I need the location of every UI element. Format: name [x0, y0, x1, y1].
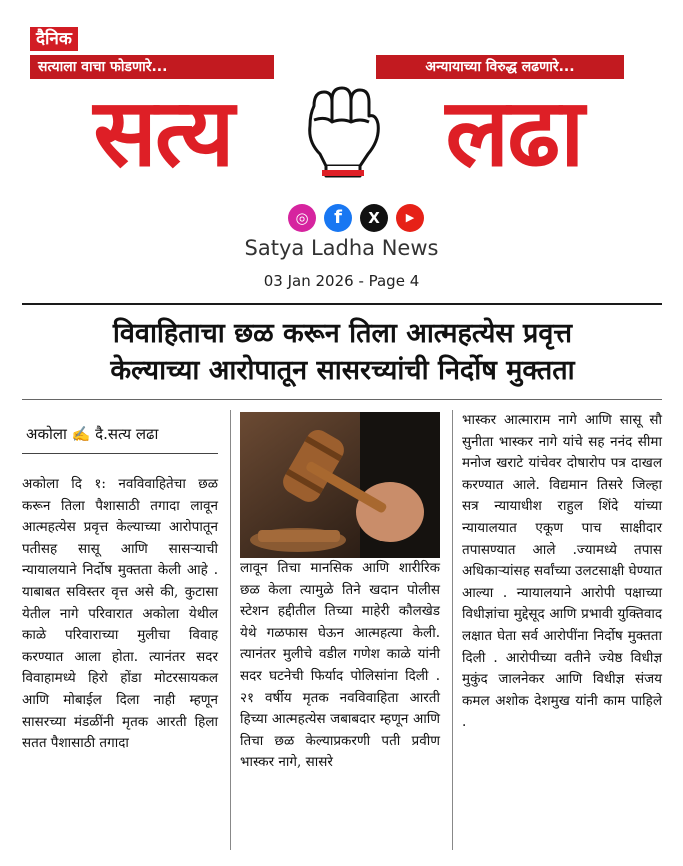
- facebook-icon[interactable]: f: [324, 204, 352, 232]
- article-column-3: भास्कर आत्माराम नागे आणि सासू सौ सुनीता भास्कर नागे यांचे सह ननंद सीमा मनोज खराटे यांचेवर दोषारोप पत्र दाखल करण्यात आले. विद्यमान तिसरे जिल्हा सत्र न्यायाधीश राहुल शिंदे यांच्या न्यायालयात एकूण पाच साक्षीदार तपासण्यात आले .ज्यामध्ये तपास अधिकाऱ्यांसह सर्वांच्या उलटसाक्षी घेण्यात आल्या . न्यायालयाने आरोपी पक्षाच्या विधीज्ञांचा मुद्देसूद आणि प्रभावी युक्तिवाद लक्षात घेता सर्व आरोपींना निर्दोष मुक्तता दिली . आरोपीच्या वतीने ज्येष्ठ विधीज्ञ मुकुंद जालनेकर आणि विधीज्ञ संजय कमल अशोक देशमुख यांनी काम पाहिले .: [462, 412, 663, 731]
- column-divider-2: [452, 410, 453, 850]
- headline-line-2: केल्याच्या आरोपातून सासरच्यांची निर्दोष मुक्तता: [110, 355, 575, 386]
- brand-name: Satya Ladha News: [244, 236, 439, 260]
- masthead-title-left: सत्य: [93, 79, 233, 188]
- article-headline: [15, 315, 670, 389]
- instagram-icon[interactable]: ◎: [288, 204, 316, 232]
- byline-rule: [22, 453, 218, 454]
- article-column-2: लावून तिचा मानसिक आणि शारीरिक छळ केला त्यामुळे तिने खदान पोलीस स्टेशन हद्दीतील तिच्या माहेरी कौलखेड येथे गळफास घेऊन आत्महत्या केली. त्यानंतर मुलीचे वडील गणेश काळे यांनी सदर घटनेची फिर्याद पोलिसांना दिली . २१ वर्षीय मृतक नवविवाहिता आरती हिच्या आत्महत्येस जबाबदार म्हणून आणि तिचा छळ केल्याप्रकरणी पती प्रवीण भास्कर नागे, सासरे: [240, 560, 440, 771]
- column-divider-1: [230, 410, 231, 850]
- dainik-label: दैनिक: [30, 27, 78, 51]
- gavel-illustration: [240, 412, 440, 558]
- masthead-title-right: लढा: [445, 79, 583, 188]
- byline: अकोला ✍ दै.सत्य लढा: [26, 425, 159, 443]
- gavel-photo: [240, 412, 440, 558]
- headline-divider: [22, 399, 662, 400]
- top-divider: [22, 303, 662, 305]
- x-icon[interactable]: X: [360, 204, 388, 232]
- youtube-icon[interactable]: ▶: [396, 204, 424, 232]
- article-column-1: अकोला दि १: नवविवाहितेचा छळ करून तिला पैशासाठी तगादा लावून आत्महत्येस प्रवृत्त केल्याच्या आरोपातून पतीसह सासू आणि सासऱ्याची न्यायालयाने निर्दोष मुक्तता केली आहे . याबाबत सविस्तर वृत्त असे की, कुटासा येतील नागे परिवारात अकोला येथील काळे परिवाराच्या मुलीचा विवाह करण्यात आला होता. त्यानंतर सदर विवाहामध्ये हिरो होंडा मोटरसायकल आणि मोबाईल दिला नाही म्हणून सासरच्या मंडळींनी मृतक आरती हिला सतत पैशासाठी तगादा: [22, 476, 218, 752]
- headline-line-1: विवाहिताचा छळ करून तिला आत्महत्येस प्रवृत्त: [112, 318, 573, 349]
- tagline-right: अन्यायाच्या विरुद्ध लढणारे...: [376, 55, 624, 79]
- fist-logo-icon: [296, 70, 384, 178]
- tagline-left: सत्याला वाचा फोडणारे...: [30, 55, 274, 79]
- date-page: 03 Jan 2026 - Page 4: [263, 272, 420, 290]
